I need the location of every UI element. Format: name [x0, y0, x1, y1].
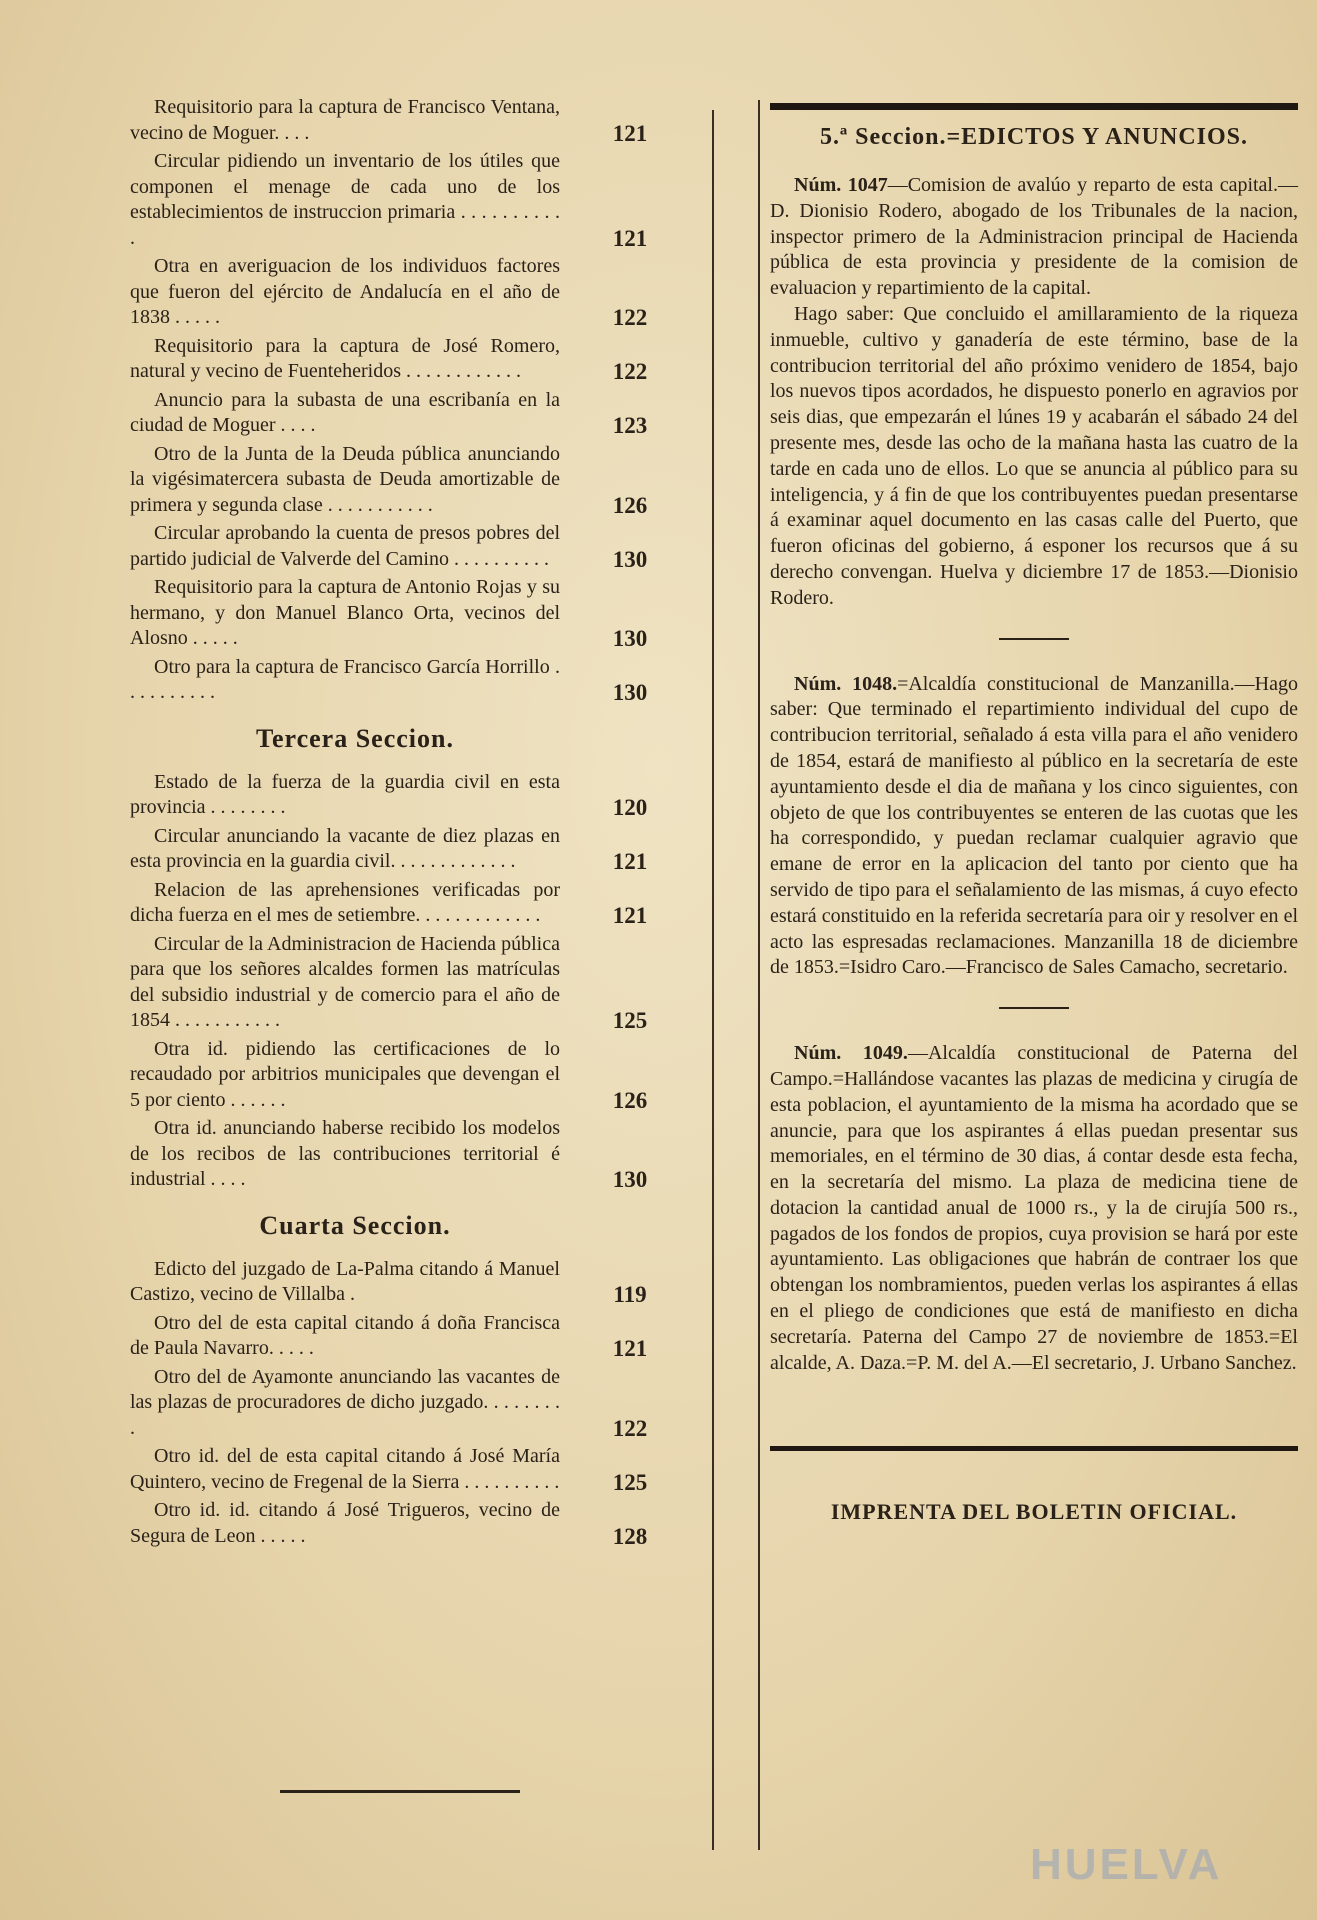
index-entry-text: Requisitorio para la captura de Antonio Rojas y su hermano, y don Manuel Blanco Orta, vecinos del Alosno . . . . .: [130, 576, 560, 649]
index-entry: [130, 521, 710, 572]
section-title-tercera: Tercera Seccion.: [256, 723, 454, 753]
index-entry: [130, 1257, 710, 1308]
notice-number: Núm. 1047: [794, 174, 888, 196]
index-entry-page: 121: [612, 849, 648, 874]
index-column: [130, 95, 710, 1552]
index-entry: [130, 824, 710, 875]
index-entry: [130, 655, 710, 706]
index-entry-page: 125: [612, 1469, 648, 1495]
library-stamp-watermark: HUELVA: [1030, 1840, 1223, 1889]
notice-body: —Comision de avalúo y reparto de esta capital.—D. Dionisio Rodero, abogado de los Tribunales de la nacion, inspector primero de la Administracion principal de Hacienda pública de esta provincia y presidente de la comision de evaluacion y repartimiento de la capital.: [770, 174, 1298, 300]
index-entry-text: Circular aprobando la cuenta de presos pobres del partido judicial de Valverde del Camino . . . . . . . . . .: [130, 522, 560, 570]
index-entry-text: Anuncio para la subasta de una escribanía en la ciudad de Moguer . . . .: [130, 388, 560, 436]
index-entry-text: Otro para la captura de Francisco García Horrillo . . . . . . . . . .: [130, 655, 560, 703]
notice-body-continued: Hago saber: Que concluido el amillaramiento de la riqueza inmueble, cultivo y ganadería de este término, base de la contribucion territorial del año próximo venidero de 1854, bajo los nuevos tipos acordados, he dispuesto ponerlo en agravios por seis dias, que empezarán el lúnes 19 y acabarán el sábado 24 del presente mes, desde las ocho de la mañana hasta las cuatro de la tarde en cada uno de ellos. Lo que se anuncia al público para su inteligencia, y á fin de que los contribuyentes puedan presentarse á examinar aquel documento en las casas calle del Puerto, que fueron oficinas del gobierno, á esponer los recursos que á su derecho convengan. Huelva y diciembre 17 de 1853.—Dionisio Rodero.: [770, 302, 1298, 609]
announcements-column: [770, 95, 1298, 1525]
notice-number: Núm. 1049.: [794, 1042, 908, 1065]
notice-1047: [770, 173, 1298, 612]
bottom-rule: [770, 1446, 1298, 1451]
column-divider-right: [758, 100, 760, 1850]
index-entry: [130, 1498, 710, 1549]
index-entry-text: Otra id. anunciando haberse recibido los modelos de los recibos de las contribuciones territorial é industrial . . . .: [130, 1117, 560, 1190]
index-entry-page: 126: [612, 492, 648, 518]
section-title-edictos: 5.ª Seccion.=EDICTOS Y ANUNCIOS.: [819, 124, 1249, 150]
index-entry-page: 123: [612, 413, 648, 438]
index-entry: [130, 334, 710, 385]
index-entry-page: 130: [612, 546, 648, 572]
index-entry-page: 130: [612, 1167, 648, 1192]
index-entry-text: Requisitorio para la captura de José Romero, natural y vecino de Fuenteheridos . . . . . . . . . . . .: [130, 334, 560, 382]
index-entry: [130, 575, 710, 652]
index-list-third-section: [130, 770, 710, 1193]
index-entry-text: Circular de la Administracion de Hacienda pública para que los señores alcaldes formen las matrículas del subsidio industrial y de comercio para el año de 1854 . . . . . . . . . . .: [130, 932, 560, 1031]
index-entry-text: Otro de la Junta de la Deuda pública anunciando la vigésimatercera subasta de Deuda amortizable de primera y segunda clase . . . . . . . . . . .: [130, 442, 560, 516]
index-entry-text: Otra en averiguacion de los individuos factores que fueron del ejército de Andalucía en el año de 1838 . . . . .: [130, 255, 560, 328]
notice-1049: [770, 1041, 1298, 1376]
section-title-cuarta: Cuarta Seccion.: [259, 1210, 451, 1240]
index-entry-page: 122: [612, 305, 648, 330]
index-entry: [130, 1365, 710, 1442]
index-entry-page: 121: [612, 225, 648, 251]
index-entry-text: Circular pidiendo un inventario de los útiles que componen el menage de cada uno de los establecimientos de instruccion primaria . . . . . . . . . . .: [130, 150, 560, 249]
index-entry-page: 120: [612, 795, 648, 820]
index-entry-page: 122: [612, 359, 648, 384]
notice-1048: [770, 672, 1298, 982]
index-entry-text: Circular anunciando la vacante de diez plazas en esta provincia en la guardia civil. . . . . . . . . . . . .: [130, 824, 560, 872]
index-entry-text: Edicto del juzgado de La-Palma citando á Manuel Castizo, vecino de Villalba .: [130, 1257, 560, 1305]
index-entry: [130, 1311, 710, 1362]
index-entry: [130, 149, 710, 251]
index-list-fourth-section: [130, 1257, 710, 1550]
index-entry-page: 121: [612, 1336, 648, 1361]
index-entry-page: 121: [612, 120, 648, 146]
index-list-second-section: [130, 95, 710, 706]
index-entry-page: 122: [612, 1415, 648, 1441]
index-entry-page: 126: [612, 1087, 648, 1113]
notice-body: —Alcaldía constitucional de Paterna del Campo.=Hallándose vacantes las plazas de medicina y cirugía de esta poblacion, el ayuntamiento de la misma ha acordado que se anuncie, para que los aspirantes á ellas puedan presentar sus memoriales, en el término de 30 dias, á contar desde esta fecha, en la secretaría del mismo. La plaza de medicina tiene de dotacion la cantidad anual de 1000 rs., y la de cirujía 500 rs., pagados de los fondos de propios, cuya provision se hará por este ayuntamiento. Las obligaciones que habrán de contraer los que obtengan los nombramientos, pueden verlas los aspirantes á ellas en el pliego de condiciones que está de manifiesto en dicha secretaría. Paterna del Campo 27 de noviembre de 1853.=El alcalde, A. Daza.=P. M. del A.—El secretario, J. Urbano Sanchez.: [770, 1042, 1298, 1374]
index-entry: [130, 878, 710, 929]
index-entry: [130, 1444, 710, 1495]
index-entry: [130, 1037, 710, 1114]
index-entry-page: 130: [612, 626, 648, 651]
index-entry-page: 125: [612, 1008, 648, 1033]
index-entry: [130, 388, 710, 439]
index-entry-text: Requisitorio para la captura de Francisco Ventana, vecino de Moguer. . . .: [130, 96, 560, 144]
index-entry-text: Otro del de Ayamonte anunciando las vacantes de las plazas de procuradores de dicho juzgado. . . . . . . . .: [130, 1365, 560, 1439]
separator-rule: [999, 638, 1069, 640]
index-entry-page: 121: [612, 903, 648, 928]
column-divider-left: [712, 110, 714, 1850]
left-footer-rule: [280, 1790, 520, 1793]
index-entry: [130, 95, 710, 146]
index-entry-page: 119: [613, 1282, 647, 1307]
index-entry: [130, 254, 710, 331]
separator-rule: [999, 1007, 1069, 1009]
index-entry: [130, 932, 710, 1034]
index-entry-text: Otro id. id. citando á José Trigueros, vecino de Segura de Leon . . . . .: [130, 1499, 560, 1547]
top-rule: [770, 103, 1298, 110]
notice-body: =Alcaldía constitucional de Manzanilla.—Hago saber: Que terminado el repartimiento individual del cupo de contribucion territorial, señalado á esta villa para el año venidero de 1854, estará de manifiesto al público en la secretaría de este ayuntamiento desde el dia de mañana y los cinco siguientes, con objeto de que los contribuyentes se enteren de las cuotas que les ha correspondido, y puedan reclamar cualquier agravio que emane de error en la aplicacion del tanto por ciento que ha servido de tipo para el señalamiento de las mismas, á cuyo efecto estará constituido en la referida secretaría para oir y resolver en el acto las espresadas reclamaciones. Manzanilla 18 de diciembre de 1853.=Isidro Caro.—Francisco de Sales Camacho, secretario.: [770, 672, 1298, 979]
index-entry: [130, 770, 710, 821]
notice-number: Núm. 1048.: [794, 672, 898, 695]
printer-imprint: IMPRENTA DEL BOLETIN OFICIAL.: [830, 1499, 1238, 1525]
index-entry-text: Estado de la fuerza de la guardia civil en esta provincia . . . . . . . .: [130, 770, 560, 818]
index-entry-page: 128: [612, 1523, 648, 1549]
index-entry-text: Otro id. del de esta capital citando á José María Quintero, vecino de Fregenal de la Sierra . . . . . . . . . .: [130, 1445, 560, 1493]
index-entry: [130, 442, 710, 519]
index-entry: [130, 1116, 710, 1193]
index-entry-text: Relacion de las aprehensiones verificadas por dicha fuerza en el mes de setiembre. . . . . . . . . . . . .: [130, 878, 560, 926]
index-entry-page: 130: [612, 680, 648, 705]
index-entry-text: Otro del de esta capital citando á doña Francisca de Paula Navarro. . . . .: [130, 1311, 560, 1359]
index-entry-text: Otra id. pidiendo las certificaciones de lo recaudado por arbitrios municipales que devengan el 5 por ciento . . . . . .: [130, 1037, 560, 1111]
